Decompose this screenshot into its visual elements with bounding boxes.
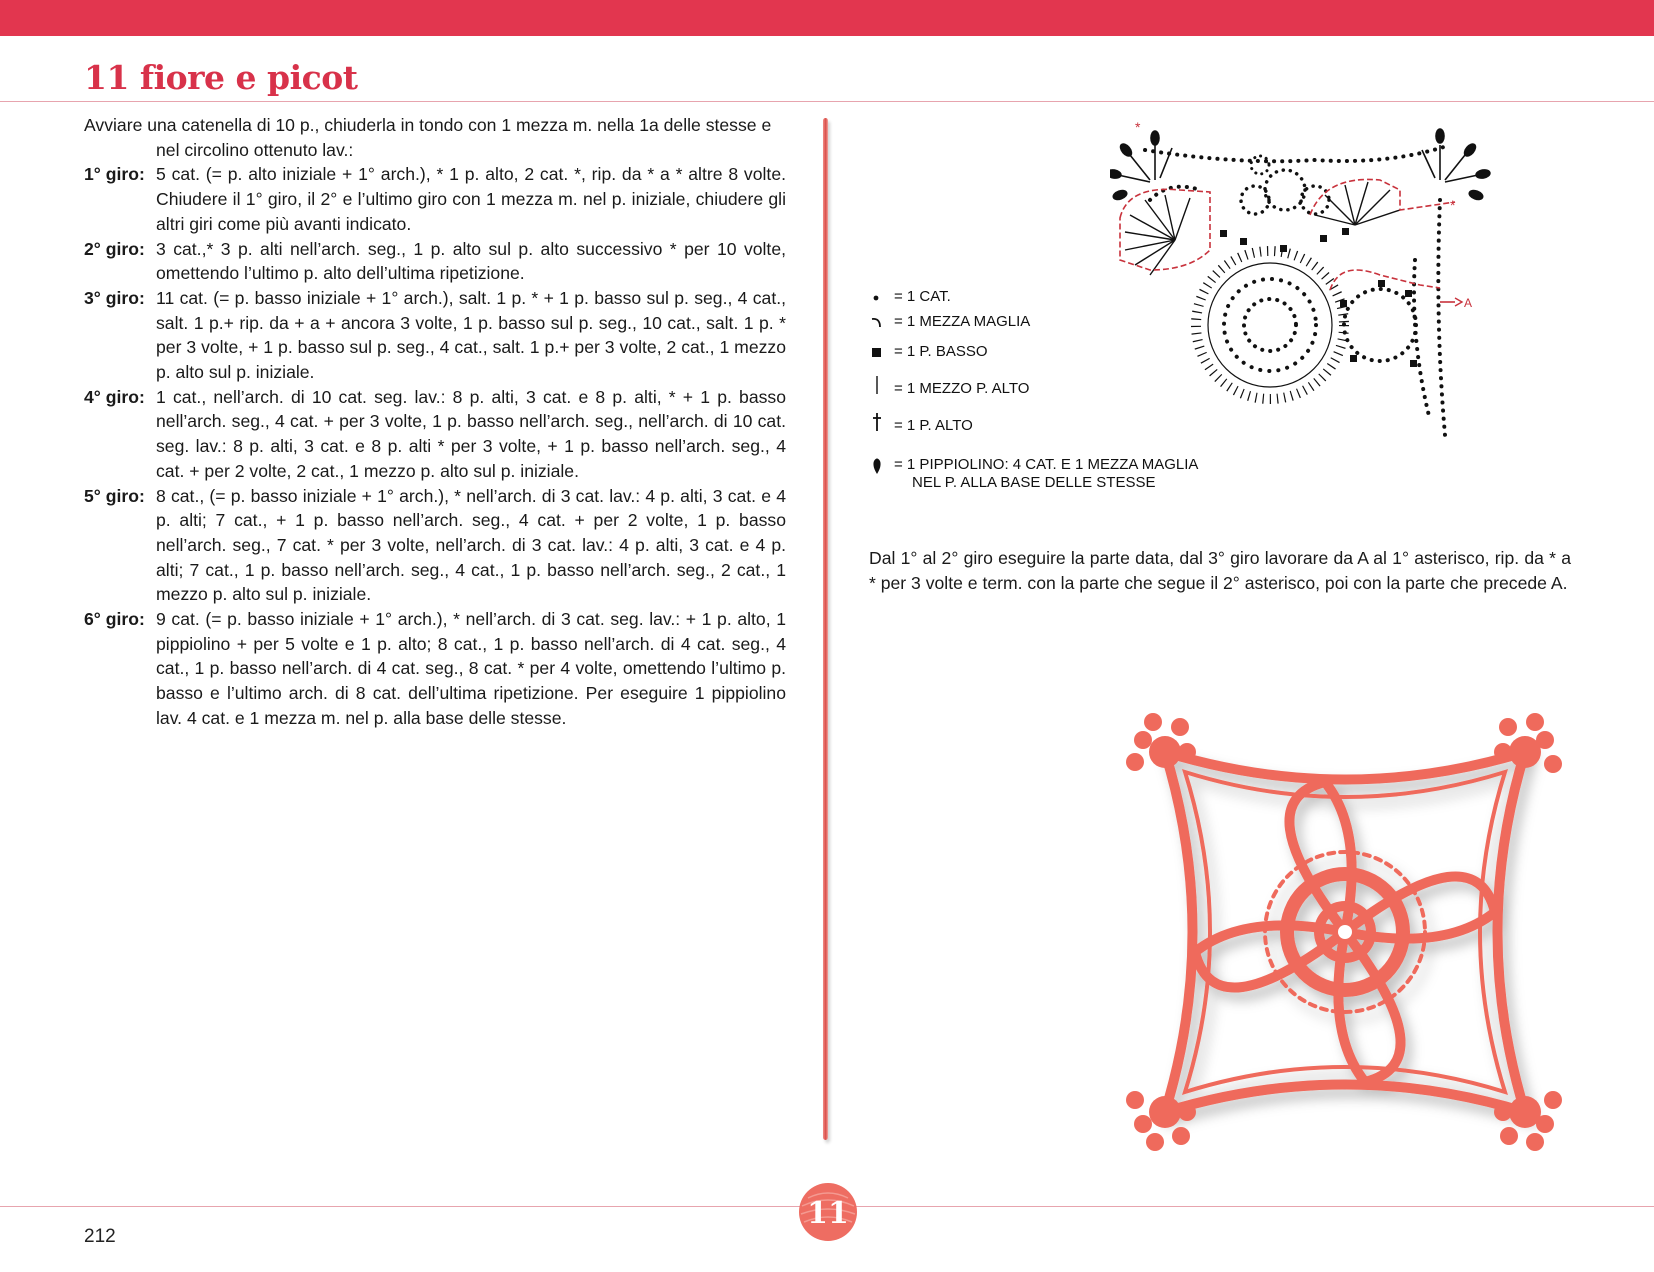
diagram-star-marker: * (1135, 120, 1141, 135)
diagram-a-marker: A (1464, 296, 1473, 310)
teardrop-icon (870, 453, 884, 477)
title-divider (0, 101, 1654, 102)
legend-text: = 1 PIPPIOLINO: 4 CAT. E 1 MEZZA MAGLIA (894, 456, 1199, 473)
assembly-note: Dal 1° al 2° giro eseguire la parte data, dal 3° giro lavorare da A al 1° asterisco, rip. da * a * per 3 volte e term. con la parte che segue il 2° asterisco, poi con la parte che precede A. (869, 548, 1571, 593)
legend-text: = 1 MEZZO P. ALTO (894, 380, 1030, 397)
round-3 (84, 286, 786, 385)
round-text: 5 cat. (= p. alto iniziale + 1° arch.), * 1 p. alto, 2 cat. *, rip. da * a * altre 8 volte. Chiudere il 1° giro, il 2° e l’ultimo giro con 1 mezza m. nel p. iniziale, chiudere gli altri giri come più avanti indicato. (156, 164, 786, 234)
round-label: 2° giro: (84, 238, 145, 259)
filled-square-icon (870, 343, 884, 361)
round-6 (84, 607, 786, 731)
hook-arc-icon (870, 313, 884, 331)
diagram-star-marker-2: * (1450, 197, 1456, 213)
round-2 (84, 237, 786, 286)
yarn-ball-badge (796, 1180, 860, 1244)
round-text: 1 cat., nell’arch. di 10 cat. seg. lav.: 8 p. alti, 3 cat. e 8 p. alti, * + 1 p. basso nell’arch. seg., 4 cat. + per 3 volte, 1 p. basso nell’arch. seg., nell’arch. di 10 cat. seg. lav.: 8 p. alti, 3 cat. e 8 p. alti * per 3 volte, + 1 p. basso nell’arch. seg., 4 cat. + per 2 volte, 2 cat., 1 mezzo p. alto sul p. iniziale. (156, 386, 786, 481)
round-text: 3 cat.,* 3 p. alti nell’arch. seg., 1 p. alto sul p. alto successivo * per 10 volte, omettendo l’ultimo p. alto dell’ultima ripetizione. (156, 238, 786, 284)
crossed-bar-icon (870, 409, 884, 435)
badge-number: 11 (807, 1196, 849, 1231)
legend-text: = 1 P. ALTO (894, 417, 973, 434)
round-5 (84, 484, 786, 608)
yarn-divider (823, 118, 828, 1140)
instructions-column (84, 113, 786, 731)
legend-text-continued: NEL P. ALLA BASE DELLE STESSE (912, 474, 1156, 491)
round-label: 3° giro: (84, 287, 145, 308)
vertical-bar-icon (870, 372, 884, 398)
crochet-square-photo (1125, 712, 1565, 1152)
intro-paragraph: Avviare una catenella di 10 p., chiuderla in tondo con 1 mezza m. nella 1a delle stesse e nel circolino ottenuto lav.: (84, 115, 772, 160)
legend-text: = 1 CAT. (894, 288, 951, 305)
round-label: 4° giro: (84, 386, 145, 407)
round-1 (84, 162, 786, 236)
top-color-band (0, 0, 1654, 36)
round-label: 6° giro: (84, 609, 145, 630)
round-text: 9 cat. (= p. basso iniziale + 1° arch.), * nell’arch. di 3 cat. seg. lav.: + 1 p. alto, 1 pippiolino + per 5 volte e 1 p. alto; 8 cat., 1 p. basso nell’arch. di 4 cat. seg., 4 cat., 1 p. basso nell’arch. di 4 cat. seg., 8 cat. * per 4 volte, omettendo l’ultimo p. basso e l’ultimo arch. di 8 cat. dell’ultima ripetizione. Per eseguire 1 pippiolino lav. 4 cat. e 1 mezza m. nel p. alla base delle stesse. (156, 609, 786, 728)
round-text: 8 cat., (= p. basso iniziale + 1° arch.), * nell’arch. di 3 cat. lav.: 4 p. alti, 3 cat. e 4 p. alti; 7 cat., + 1 p. basso nell’arch. seg., 4 cat. + per 2 volte, 1 p. basso nell’arch. seg., 7 cat. * per 3 volte, nell’arch. di 3 cat. lav.: 4 p. alti, 3 cat. e 4 p. alti; 7 cat., 1 p. basso nell’arch. seg., 4 cat., 1 p. basso nell’arch. seg., 2 cat., 1 mezzo p. alto sul p. iniziale. (156, 485, 786, 605)
round-label: 5° giro: (84, 485, 145, 506)
round-label: 1° giro: (84, 164, 145, 185)
legend-text: = 1 P. BASSO (894, 343, 988, 360)
crochet-chart-diagram (1110, 120, 1550, 470)
round-4 (84, 385, 786, 484)
page-title: 11 fiore e picot (84, 58, 358, 97)
legend-text: = 1 MEZZA MAGLIA (894, 313, 1031, 330)
page-number: 212 (84, 1226, 116, 1247)
round-text: 11 cat. (= p. basso iniziale + 1° arch.), salt. 1 p. * + 1 p. basso sul p. seg., 4 cat., salt. 1 p.+ rip. da + a + ancora 3 volte, 1 p. basso sul p. seg., 10 cat., salt. 1 p. * per 3 volte, + 1 p. basso sul p. seg., 4 cat., salt. 1 p.+ per 3 volte, 2 cat., 1 mezzo p. alto sul p. iniziale. (156, 287, 786, 383)
dot-icon (870, 288, 884, 306)
